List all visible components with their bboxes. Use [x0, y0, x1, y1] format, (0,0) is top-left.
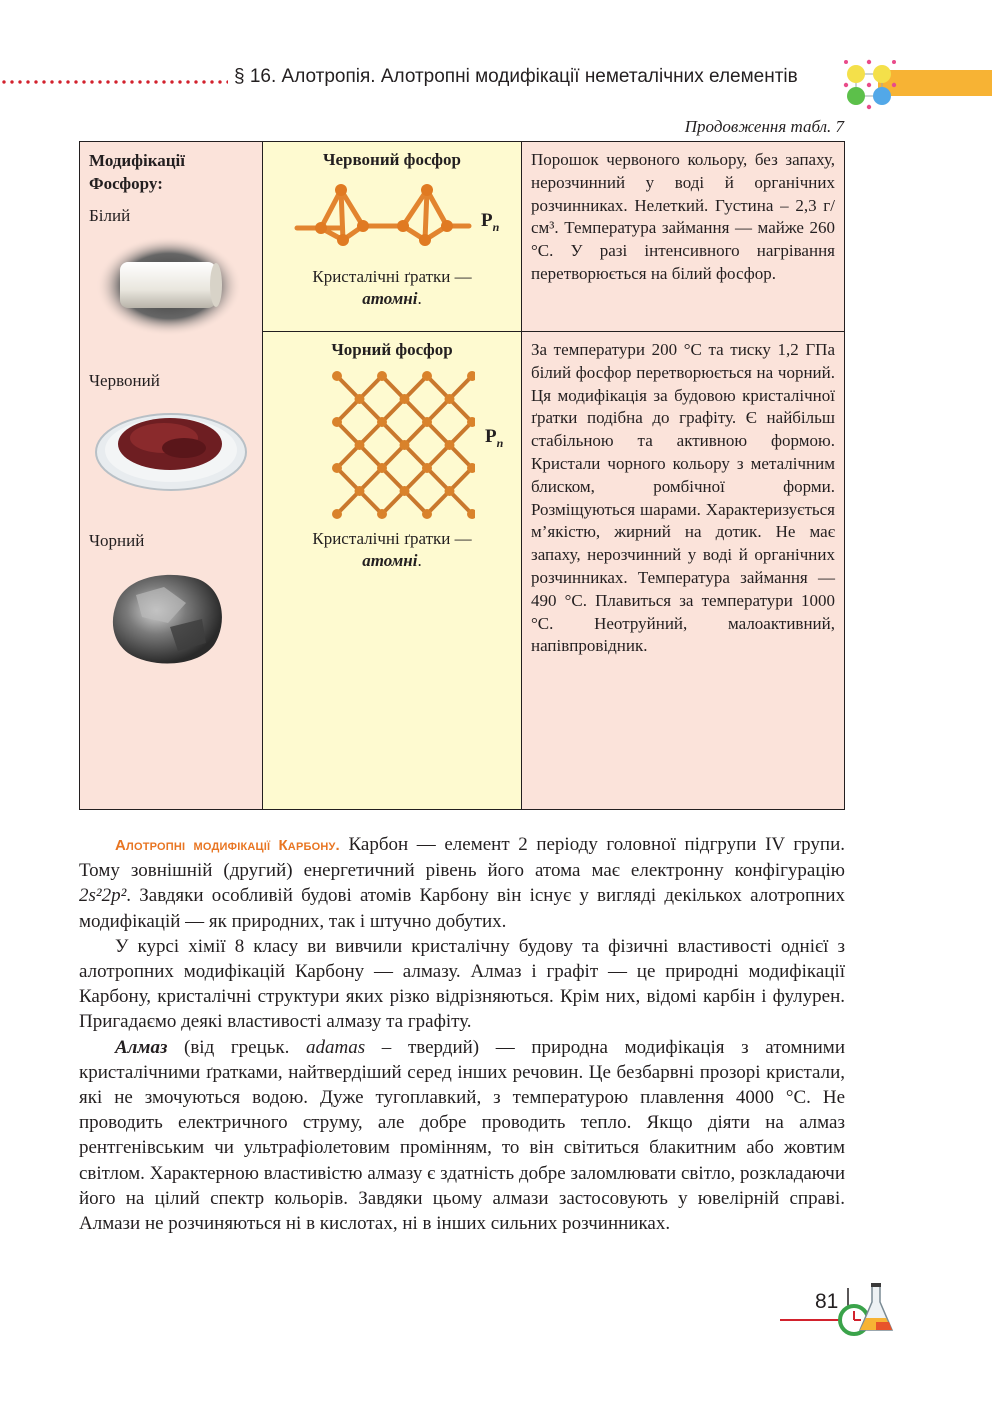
flask-clock-icon — [780, 1282, 896, 1340]
black-phosphorus-structure-cell — [263, 332, 522, 810]
red-phosphorus-photo — [94, 404, 248, 492]
page-number: 81 — [815, 1290, 839, 1313]
section-heading: Алотропні модифікації Карбону. — [115, 837, 340, 854]
red-phosphorus-description-cell — [522, 142, 845, 332]
lattice-atom — [332, 417, 342, 427]
black-phosphorus-title: Чорний фосфор — [331, 340, 453, 359]
red-phosphorus-description: Порошок червоного кольору, без запаху, нерозчинний у воді й органічних розчинниках. Нелеткий. Густина – 2,3 г/см³. Температура займання — майже 260 °С. У разі інтенсивного нагрівання перетворюється на білий фосфор. — [531, 150, 835, 283]
lattice-atom — [332, 371, 342, 381]
body-text — [79, 832, 845, 1236]
black-phosphorus-formula: $P_n$ — [485, 426, 504, 450]
lattice-atom — [400, 486, 410, 496]
black-phosphorus-label: Чорний — [89, 531, 145, 550]
lattice-atom — [377, 417, 387, 427]
header-dots — [0, 79, 228, 85]
lattice-atom — [422, 371, 432, 381]
chapter-title: § 16. Алотропія. Алотропні модифікації неметалічних елементів — [234, 66, 798, 87]
lattice-atom — [332, 463, 342, 473]
lattice-atom — [422, 417, 432, 427]
black-phosphorus-description-cell — [522, 332, 845, 810]
black-phosphorus-description: За температури 200 °С та тиску 1,2 ГПа білий фосфор перетворюється на чорний. Ця модифікація за будовою кристалічної ґратки подібна до графіту. Є найбільш стабільною та активною формою. Кристали чорного кольору з металічним блиском, ромбічної форми. Розміщуються шарами. Характеризується м’якістю, жирний на дотик. Не має запаху, нерозчинний у воді й органічних розчинниках. Температура займання — 490 °С. Плавиться за температури 1000 °С. Неотруйний, малоактивний, напівпровідник. — [531, 340, 835, 656]
carbon-intro-paragraph: Алотропні модифікації Карбону. Карбон — елемент 2 періоду головної підгрупи IV групи. Тому зовнішній (другий) енергетичний рівень його атома має електронну конфігурацію 2s²2p². Завдяки особливій будові атомів Карбону він існує у вигляді декількох алотропних модифікацій — як природних, так і штучно добутих. — [79, 834, 845, 932]
diamond-paragraph: Алмаз (від грецьк. adamas – твердий) — природна модифікація з атомними кристалічними ґратками, найтвердіший серед інших речовин. Це безбарвні прозорі кристали, які не змочуються водою. Дуже тугоплавкий, з температурою плавлення 4000 °С. Не проводить електричного струму, але добре проводить тепло. Якщо діяти на алмаз рентгенівським чи ультрафіолетовим промінням, то він світиться блакитним або жовтим світлом. Характерною властивістю алмазу є здатність добре заломлювати світло, розкладаючи його на цілий спектр кольорів. Завдяки цьому алмази застосовують у ювелірній справі. Алмази не розчиняються ні в кислотах, ні в інших сильних розчинниках. — [79, 1036, 845, 1235]
lattice-atom — [400, 440, 410, 450]
lattice-atom — [355, 440, 365, 450]
lattice-atom — [355, 394, 365, 404]
lattice-atom — [332, 509, 342, 519]
lattice-atom — [355, 486, 365, 496]
red-phosphorus-label: Червоний — [89, 371, 160, 390]
lattice-atom — [422, 509, 432, 519]
carbon-second-paragraph: У курсі хімії 8 класу ви вивчили кристалічну будову та фізичні властивості однієї з алотропних модифікацій Карбону — алмазу. Алмаз і графіт — це природні модифікації Карбону, кристалічні структури яких різко відрізняються. Крім них, відомі карбін і фулурен. Пригадаємо деякі властивості алмазу та графіту. — [79, 935, 845, 1033]
red-phosphorus-structure-icon — [291, 176, 491, 260]
white-phosphorus-photo — [96, 236, 242, 336]
lattice-atom — [422, 463, 432, 473]
red-phosphorus-structure-cell — [263, 142, 522, 332]
molecule-logo-icon — [842, 56, 900, 110]
lattice-atom — [445, 394, 455, 404]
black-phosphorus-photo — [106, 565, 230, 669]
red-phosphorus-title: Червоний фосфор — [323, 150, 461, 169]
black-phosphorus-structure-icon — [325, 366, 475, 526]
white-phosphorus-label: Білий — [89, 206, 131, 225]
modifications-heading: Модифікації Фосфору: — [89, 151, 185, 193]
red-phosphorus-formula: $P_n$ — [481, 210, 500, 234]
lattice-atom — [445, 486, 455, 496]
red-phosphorus-caption: Кристалічні ґратки — атомні. — [312, 267, 472, 308]
lattice-atom — [377, 371, 387, 381]
lattice-atom — [377, 463, 387, 473]
lattice-atom — [377, 509, 387, 519]
lattice-atom — [445, 440, 455, 450]
table-continuation-label: Продовження табл. 7 — [684, 117, 844, 136]
lattice-atom — [400, 394, 410, 404]
black-phosphorus-caption: Кристалічні ґратки — атомні. — [312, 529, 472, 570]
